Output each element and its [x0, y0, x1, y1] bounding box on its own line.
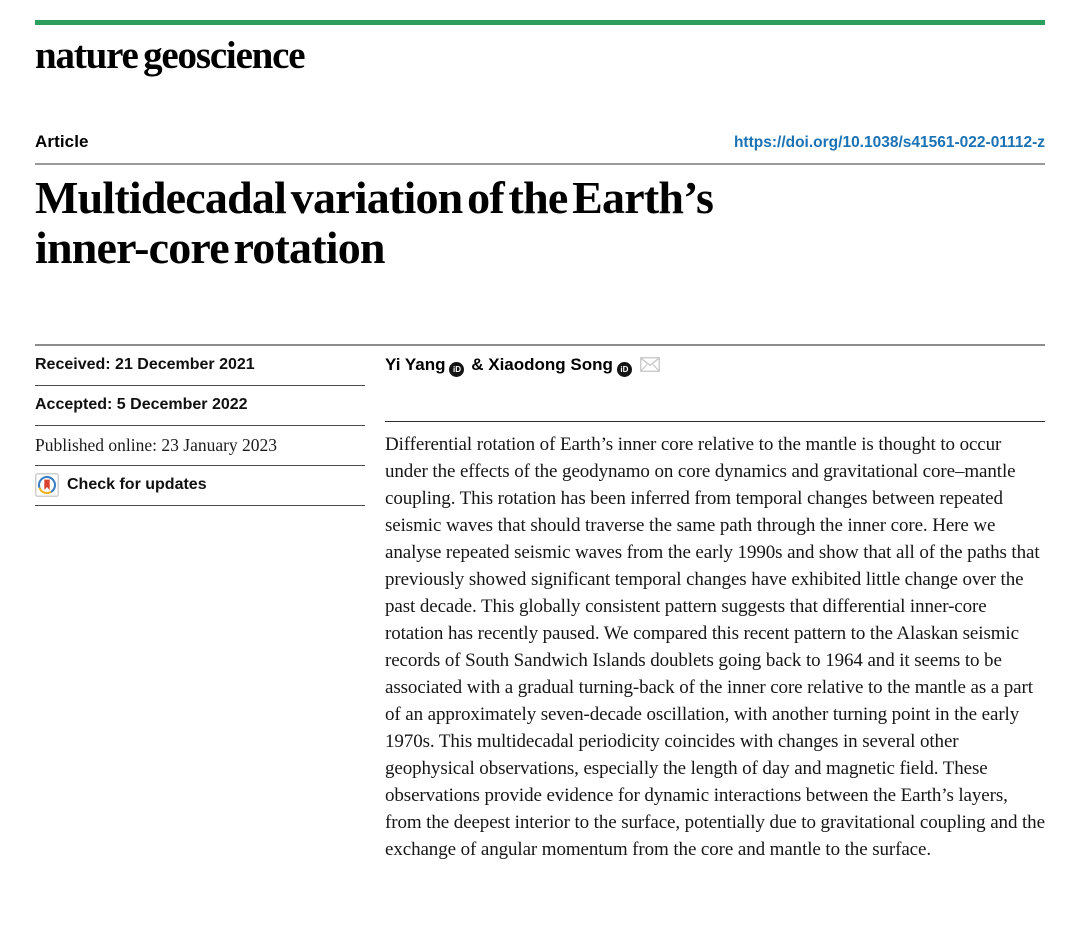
doi-link[interactable]: https://doi.org/10.1038/s41561-022-01112-z [733, 134, 1045, 151]
article-history-column [35, 346, 365, 863]
accepted-date: Accepted: 5 December 2022 [35, 386, 365, 426]
article-header-row [35, 132, 1045, 152]
orcid-id-icon[interactable]: iD [617, 362, 632, 377]
check-for-updates-button[interactable] [35, 466, 365, 506]
check-for-updates-label: Check for updates [67, 476, 207, 493]
meta-section [35, 344, 1045, 863]
author-separator: & [471, 355, 484, 374]
orcid-id-icon[interactable]: iD [449, 362, 464, 377]
crossmark-icon [35, 473, 59, 497]
published-online-date: Published online: 23 January 2023 [35, 426, 365, 466]
abstract-divider [385, 421, 1045, 422]
journal-brand-bar [35, 20, 1045, 25]
author-name-2: Xiaodong Song [488, 355, 613, 374]
journal-logo: nature geoscience [35, 34, 305, 77]
authors-abstract-column [385, 346, 1045, 863]
envelope-icon[interactable] [640, 356, 660, 377]
received-date: Received: 21 December 2021 [35, 346, 365, 386]
page-title-line-1: Multidecadal variation of the Earth’s [35, 172, 714, 223]
page-title-line-2: inner-core rotation [35, 222, 385, 273]
abstract-text: Differential rotation of Earth’s inner core relative to the mantle is thought to occur under the effects of the geodynamo on core dynamics and gravitational core–mantle coupling. This rotation has been inferred from temporal changes between repeated seismic waves that should traverse the same path through the inner core. Here we analyse repeated seismic waves from the early 1990s and show that all of the paths that previously showed significant temporal changes have exhibited little change over the past decade. This globally consistent pattern suggests that differential inner-core rotation has recently paused. We compared this recent pattern to the Alaskan seismic records of South Sandwich Islands doublets going back to 1964 and it seems to be associated with a gradual turning-back of the inner core relative to the mantle as a part of an approximately seven-decade oscillation, with another turning point in the early 1970s. This multidecadal periodicity coincides with changes in several other geophysical observations, especially the length of day and magnetic field. These observations provide evidence for dynamic interactions between the Earth’s layers, from the deepest interior to the surface, potentially due to gravitational coupling and the exchange of angular momentum from the core and mantle to the surface. [385, 434, 1045, 860]
author-name-1: Yi Yang [385, 355, 446, 374]
page-title [35, 173, 1045, 273]
author-list [385, 346, 1045, 377]
header-divider [35, 163, 1045, 165]
article-type-label: Article [35, 132, 89, 151]
